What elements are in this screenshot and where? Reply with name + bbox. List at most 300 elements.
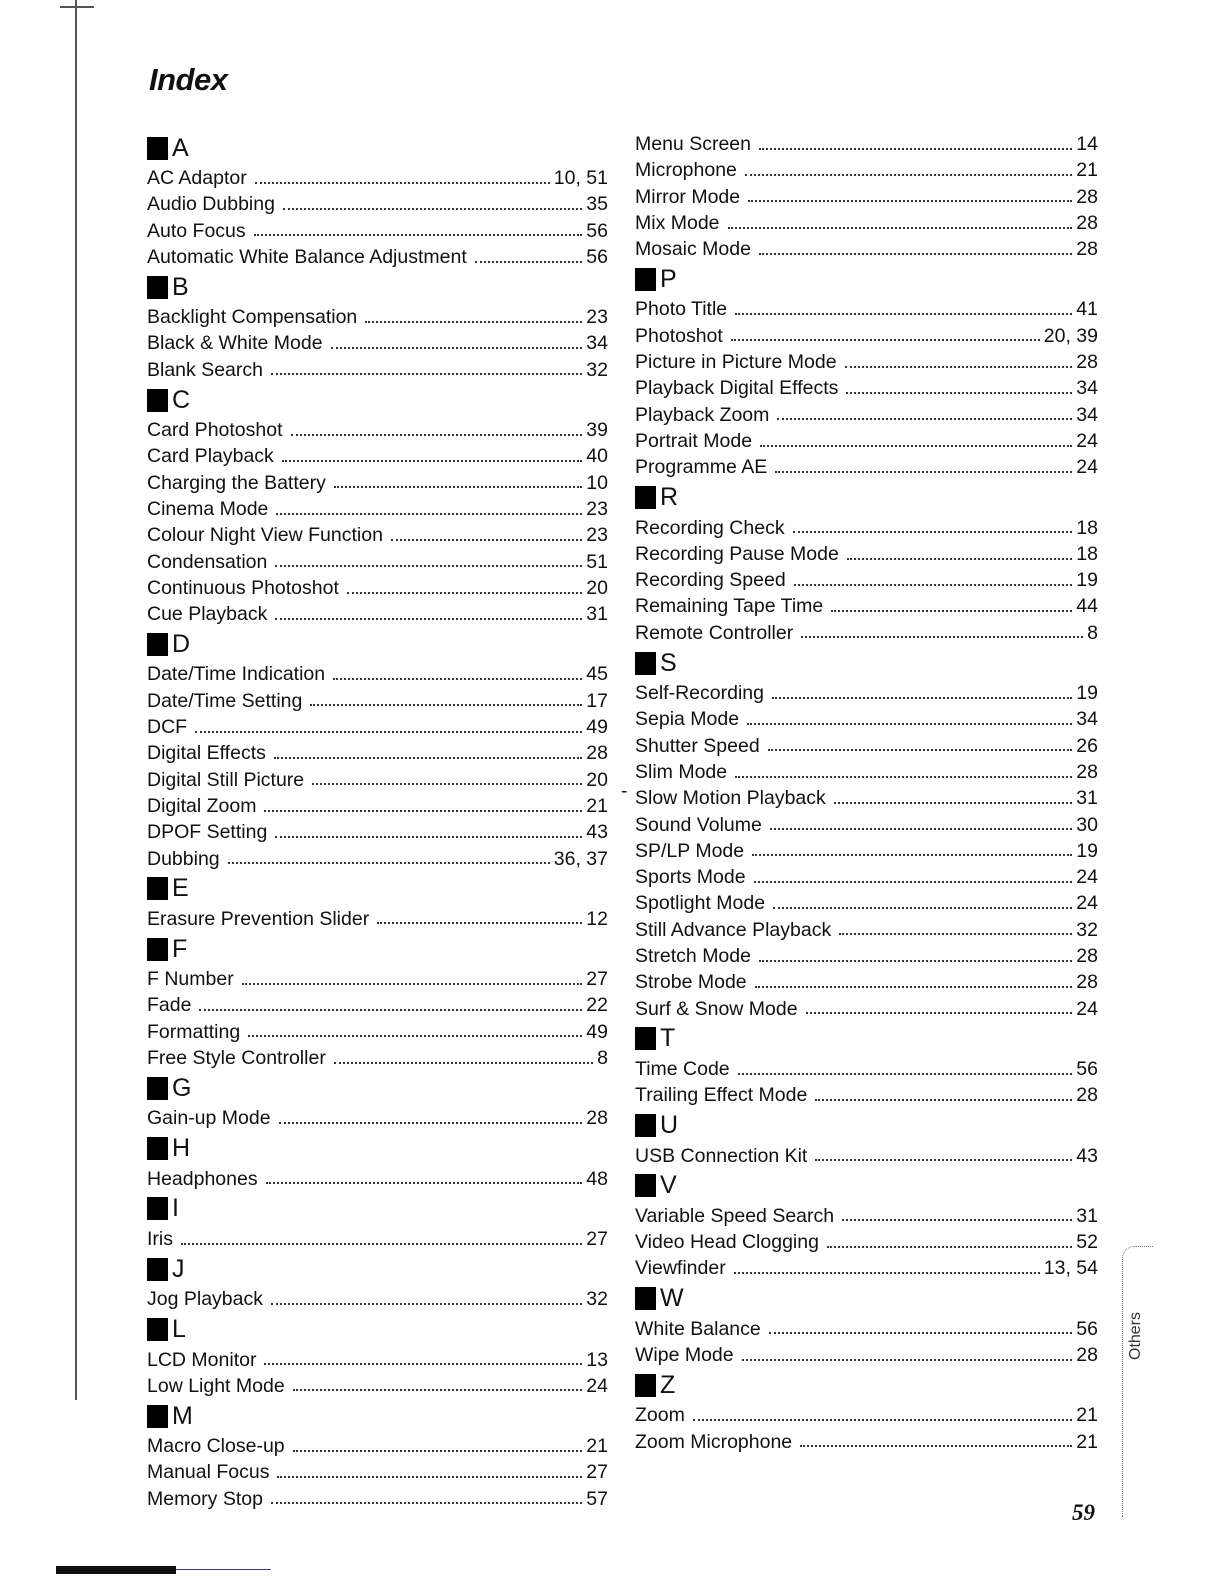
entry-pages: 41 bbox=[1076, 298, 1098, 321]
dot-leader bbox=[274, 756, 582, 759]
entry-pages: 52 bbox=[1076, 1231, 1098, 1254]
entry-term: Low Light Mode bbox=[147, 1374, 285, 1397]
section-marker-icon bbox=[635, 1174, 656, 1197]
entry-pages: 43 bbox=[1076, 1144, 1098, 1167]
entry-term: Digital Effects bbox=[147, 742, 266, 765]
dot-leader bbox=[195, 730, 582, 733]
entry-pages: 28 bbox=[1076, 1343, 1098, 1366]
section-letter: U bbox=[660, 1111, 679, 1139]
index-entry bbox=[635, 1255, 1098, 1281]
index-entry bbox=[635, 1229, 1098, 1255]
dot-leader bbox=[815, 1098, 1072, 1101]
section-marker-icon bbox=[635, 1114, 656, 1137]
section-letter: J bbox=[172, 1254, 185, 1283]
entry-pages: 34 bbox=[1076, 377, 1098, 400]
entry-pages: 28 bbox=[1076, 185, 1098, 208]
dot-leader bbox=[275, 617, 582, 620]
index-entry bbox=[147, 1433, 608, 1459]
index-entry bbox=[147, 906, 608, 932]
entry-term: Slim Mode bbox=[635, 760, 728, 783]
dot-leader bbox=[264, 809, 582, 812]
entry-pages: 20, 39 bbox=[1043, 324, 1098, 347]
index-entry bbox=[147, 767, 608, 793]
dot-leader bbox=[735, 312, 1072, 315]
entry-pages: 28 bbox=[1076, 351, 1098, 374]
entry-term: Time Code bbox=[635, 1057, 730, 1080]
dot-leader bbox=[747, 722, 1072, 725]
page-number: 59 bbox=[1072, 1500, 1095, 1525]
index-entry bbox=[635, 864, 1098, 890]
entry-term: Date/Time Setting bbox=[147, 689, 303, 712]
section-letter: H bbox=[172, 1134, 191, 1163]
dot-leader bbox=[754, 880, 1073, 883]
entry-term: Recording Pause Mode bbox=[635, 542, 839, 565]
index-entry bbox=[635, 1402, 1098, 1428]
dot-leader bbox=[759, 252, 1072, 255]
section-marker-icon bbox=[635, 268, 656, 291]
entry-pages: 8 bbox=[597, 1047, 608, 1070]
entry-term: Recording Speed bbox=[635, 569, 786, 592]
index-entry bbox=[635, 157, 1098, 183]
entry-pages: 49 bbox=[586, 716, 608, 739]
section-heading bbox=[635, 646, 1098, 680]
section-heading bbox=[635, 481, 1098, 515]
section-heading bbox=[635, 1109, 1098, 1143]
entry-term: Strobe Mode bbox=[635, 971, 747, 994]
section-heading bbox=[635, 1022, 1098, 1056]
entry-term: Headphones bbox=[147, 1167, 258, 1190]
entry-term: Slow Motion Playback bbox=[635, 787, 826, 810]
index-entry bbox=[147, 688, 608, 714]
entry-term: Macro Close-up bbox=[147, 1435, 285, 1458]
dot-leader bbox=[228, 861, 550, 864]
index-entry bbox=[635, 323, 1098, 349]
entry-term: Microphone bbox=[635, 159, 737, 182]
section-marker-icon bbox=[635, 1027, 656, 1050]
dot-leader bbox=[773, 906, 1072, 909]
section-heading bbox=[147, 1399, 608, 1433]
section-marker-icon bbox=[147, 137, 168, 160]
index-entry bbox=[635, 759, 1098, 785]
entry-term: Cue Playback bbox=[147, 603, 268, 626]
index-entry bbox=[635, 567, 1098, 593]
index-entry bbox=[635, 1143, 1098, 1169]
index-entry bbox=[147, 1166, 608, 1192]
entry-term: Audio Dubbing bbox=[147, 193, 275, 216]
entry-term: Backlight Compensation bbox=[147, 306, 358, 329]
index-entry bbox=[635, 620, 1098, 646]
index-entry bbox=[635, 996, 1098, 1022]
dot-leader bbox=[365, 320, 582, 323]
dot-leader bbox=[834, 801, 1073, 804]
index-entry bbox=[635, 1342, 1098, 1368]
section-marker-icon bbox=[635, 1374, 656, 1397]
index-entry bbox=[147, 714, 608, 740]
entry-term: Condensation bbox=[147, 550, 268, 573]
section-heading bbox=[635, 1282, 1098, 1316]
entry-term: Photo Title bbox=[635, 298, 728, 321]
dot-leader bbox=[845, 365, 1073, 368]
entry-term: Photoshot bbox=[635, 324, 723, 347]
section-heading bbox=[147, 131, 608, 165]
dot-leader bbox=[735, 775, 1072, 778]
entry-term: Shutter Speed bbox=[635, 734, 760, 757]
dot-leader bbox=[738, 1072, 1073, 1075]
index-entry bbox=[635, 1082, 1098, 1108]
entry-term: Erasure Prevention Slider bbox=[147, 907, 370, 930]
entry-term: Playback Zoom bbox=[635, 403, 770, 426]
section-heading bbox=[147, 872, 608, 906]
index-entry bbox=[147, 740, 608, 766]
dot-leader bbox=[801, 635, 1083, 638]
index-entry bbox=[635, 402, 1098, 428]
entry-term: Auto Focus bbox=[147, 219, 246, 242]
entry-pages: 51 bbox=[586, 550, 608, 573]
section-heading bbox=[635, 1169, 1098, 1203]
dot-leader bbox=[248, 1034, 582, 1037]
section-marker-icon bbox=[147, 1197, 168, 1220]
index-entry bbox=[147, 1347, 608, 1373]
index-entry bbox=[147, 218, 608, 244]
index-entry bbox=[147, 966, 608, 992]
index-entry bbox=[147, 1286, 608, 1312]
entry-term: Gain-up Mode bbox=[147, 1107, 271, 1130]
index-column-left bbox=[147, 131, 608, 1512]
dot-leader bbox=[793, 530, 1073, 533]
entry-pages: 28 bbox=[1076, 211, 1098, 234]
section-letter: S bbox=[660, 648, 677, 677]
entry-pages: 56 bbox=[586, 219, 608, 242]
dot-leader bbox=[794, 583, 1073, 586]
dot-leader bbox=[800, 1444, 1072, 1447]
page-title: Index bbox=[149, 62, 228, 97]
entry-pages: 28 bbox=[1076, 971, 1098, 994]
entry-pages: 28 bbox=[1076, 238, 1098, 261]
dot-leader bbox=[475, 260, 583, 263]
entry-pages: 10 bbox=[586, 471, 608, 494]
dot-leader bbox=[755, 985, 1073, 988]
dot-leader bbox=[277, 1475, 582, 1478]
entry-pages: 28 bbox=[1076, 945, 1098, 968]
dot-leader bbox=[827, 1245, 1072, 1248]
entry-term: Recording Check bbox=[635, 516, 785, 539]
entry-pages: 14 bbox=[1076, 133, 1098, 155]
section-letter: M bbox=[172, 1401, 193, 1430]
dot-leader bbox=[760, 444, 1072, 447]
section-marker-icon bbox=[147, 938, 168, 961]
index-entry bbox=[635, 733, 1098, 759]
entry-pages: 57 bbox=[586, 1487, 608, 1510]
section-heading bbox=[147, 627, 608, 661]
entry-pages: 31 bbox=[586, 603, 608, 626]
entry-pages: 24 bbox=[1076, 997, 1098, 1020]
entry-pages: 24 bbox=[1076, 866, 1098, 889]
section-marker-icon bbox=[147, 1137, 168, 1160]
section-marker-icon bbox=[147, 276, 168, 299]
entry-term: Mix Mode bbox=[635, 211, 720, 234]
entry-term: F Number bbox=[147, 968, 234, 991]
index-entry bbox=[147, 330, 608, 356]
dot-leader bbox=[275, 564, 582, 567]
entry-term: Playback Digital Effects bbox=[635, 377, 839, 400]
entry-term: Video Head Clogging bbox=[635, 1231, 819, 1254]
index-entry bbox=[635, 969, 1098, 995]
scan-margin-line bbox=[75, 0, 77, 1400]
dot-leader bbox=[293, 1449, 583, 1452]
index-entry bbox=[635, 541, 1098, 567]
entry-pages: 56 bbox=[586, 245, 608, 268]
entry-pages: 18 bbox=[1076, 516, 1098, 539]
dot-leader bbox=[293, 1388, 583, 1391]
entry-pages: 21 bbox=[1076, 1430, 1098, 1453]
index-entry bbox=[635, 706, 1098, 732]
dot-leader bbox=[772, 696, 1072, 699]
index-entry bbox=[635, 917, 1098, 943]
index-entry bbox=[147, 992, 608, 1018]
index-entry bbox=[147, 661, 608, 687]
entry-term: DCF bbox=[147, 716, 188, 739]
dot-leader bbox=[759, 959, 1072, 962]
index-entry bbox=[635, 785, 1098, 811]
entry-term: Iris bbox=[147, 1227, 173, 1250]
dot-leader bbox=[199, 1008, 582, 1011]
entry-pages: 24 bbox=[1076, 892, 1098, 915]
entry-pages: 24 bbox=[1076, 456, 1098, 479]
entry-term: Fade bbox=[147, 994, 192, 1017]
dot-leader bbox=[334, 485, 582, 488]
section-letter: I bbox=[172, 1194, 179, 1223]
entry-term: Remaining Tape Time bbox=[635, 595, 824, 618]
entry-pages: 34 bbox=[1076, 403, 1098, 426]
entry-term: Wipe Mode bbox=[635, 1343, 734, 1366]
entry-pages: 23 bbox=[586, 524, 608, 547]
entry-term: Surf & Snow Mode bbox=[635, 997, 798, 1020]
index-entry bbox=[635, 454, 1098, 480]
entry-term: Black & White Mode bbox=[147, 332, 323, 355]
section-letter: A bbox=[172, 133, 189, 162]
section-heading bbox=[147, 1313, 608, 1347]
section-letter: E bbox=[172, 874, 189, 903]
dot-leader bbox=[331, 346, 583, 349]
dot-leader bbox=[242, 982, 583, 985]
entry-term: Continuous Photoshot bbox=[147, 576, 339, 599]
index-entry bbox=[635, 680, 1098, 706]
entry-term: Trailing Effect Mode bbox=[635, 1084, 808, 1107]
entry-pages: 20 bbox=[586, 768, 608, 791]
entry-term: Remote Controller bbox=[635, 621, 794, 644]
section-marker-icon bbox=[147, 389, 168, 412]
index-entry bbox=[147, 1459, 608, 1485]
entry-term: Spotlight Mode bbox=[635, 892, 766, 915]
index-entry bbox=[147, 443, 608, 469]
entry-term: Zoom Microphone bbox=[635, 1430, 793, 1453]
entry-term: LCD Monitor bbox=[147, 1348, 257, 1371]
entry-pages: 21 bbox=[586, 1435, 608, 1458]
index-entry bbox=[635, 1203, 1098, 1229]
entry-pages: 35 bbox=[586, 193, 608, 216]
section-marker-icon bbox=[147, 1405, 168, 1428]
index-entry bbox=[147, 357, 608, 383]
entry-pages: 48 bbox=[586, 1167, 608, 1190]
dot-leader bbox=[271, 372, 582, 375]
entry-term: Memory Stop bbox=[147, 1487, 263, 1510]
entry-term: Sepia Mode bbox=[635, 708, 740, 731]
section-heading bbox=[147, 1132, 608, 1166]
index-column-right bbox=[635, 131, 1098, 1455]
index-entry bbox=[635, 184, 1098, 210]
scan-corner-tick bbox=[60, 6, 94, 8]
section-marker-icon bbox=[635, 652, 656, 675]
index-entry bbox=[147, 191, 608, 217]
section-marker-icon bbox=[147, 633, 168, 656]
entry-pages: 21 bbox=[586, 794, 608, 817]
scan-mark: - bbox=[621, 781, 628, 802]
entry-pages: 18 bbox=[1076, 542, 1098, 565]
entry-pages: 12 bbox=[586, 907, 608, 930]
index-entry bbox=[635, 428, 1098, 454]
index-entry bbox=[147, 1373, 608, 1399]
entry-pages: 32 bbox=[1076, 918, 1098, 941]
index-entry bbox=[635, 812, 1098, 838]
index-entry bbox=[147, 1105, 608, 1131]
entry-term: Dubbing bbox=[147, 847, 220, 870]
index-entry bbox=[147, 304, 608, 330]
index-entry bbox=[635, 838, 1098, 864]
entry-pages: 31 bbox=[1076, 1204, 1098, 1227]
dot-leader bbox=[254, 233, 583, 236]
entry-pages: 19 bbox=[1076, 682, 1098, 705]
entry-pages: 30 bbox=[1076, 813, 1098, 836]
entry-pages: 40 bbox=[586, 445, 608, 468]
index-entry bbox=[635, 375, 1098, 401]
entry-term: Zoom bbox=[635, 1404, 685, 1427]
section-marker-icon bbox=[635, 486, 656, 509]
entry-term: USB Connection Kit bbox=[635, 1144, 808, 1167]
entry-term: Sound Volume bbox=[635, 813, 762, 836]
entry-term: DPOF Setting bbox=[147, 821, 268, 844]
index-entry bbox=[147, 1486, 608, 1512]
entry-pages: 19 bbox=[1076, 569, 1098, 592]
dot-leader bbox=[759, 147, 1072, 150]
entry-pages: 17 bbox=[586, 689, 608, 712]
entry-pages: 34 bbox=[586, 332, 608, 355]
dot-leader bbox=[748, 199, 1072, 202]
dot-leader bbox=[777, 417, 1072, 420]
index-entry bbox=[147, 417, 608, 443]
entry-term: Date/Time Indication bbox=[147, 663, 326, 686]
entry-pages: 45 bbox=[586, 663, 608, 686]
index-entry bbox=[147, 470, 608, 496]
entry-term: Manual Focus bbox=[147, 1461, 270, 1484]
dot-leader bbox=[839, 932, 1072, 935]
entry-pages: 28 bbox=[1076, 1084, 1098, 1107]
section-letter: W bbox=[660, 1284, 684, 1313]
dot-leader bbox=[769, 1331, 1073, 1334]
section-letter: F bbox=[172, 934, 188, 963]
entry-pages: 34 bbox=[1076, 708, 1098, 731]
index-entry bbox=[635, 236, 1098, 262]
entry-pages: 13 bbox=[586, 1348, 608, 1371]
dot-leader bbox=[752, 853, 1072, 856]
index-entry bbox=[147, 522, 608, 548]
section-heading bbox=[635, 262, 1098, 296]
entry-pages: 22 bbox=[586, 994, 608, 1017]
dot-leader bbox=[334, 1061, 593, 1064]
index-entry bbox=[147, 165, 608, 191]
section-letter: V bbox=[660, 1171, 677, 1200]
entry-term: Programme AE bbox=[635, 456, 768, 479]
entry-term: Self-Recording bbox=[635, 682, 764, 705]
entry-pages: 10, 51 bbox=[553, 167, 608, 189]
section-marker-icon bbox=[147, 1258, 168, 1281]
dot-leader bbox=[728, 226, 1073, 229]
entry-term: SP/LP Mode bbox=[635, 839, 745, 862]
entry-pages: 23 bbox=[586, 306, 608, 329]
index-entry bbox=[635, 349, 1098, 375]
dot-leader bbox=[377, 921, 582, 924]
dot-leader bbox=[842, 1218, 1072, 1221]
entry-term: Mosaic Mode bbox=[635, 238, 751, 261]
entry-pages: 24 bbox=[1076, 429, 1098, 452]
dot-leader bbox=[731, 338, 1040, 341]
entry-term: Stretch Mode bbox=[635, 945, 751, 968]
entry-pages: 49 bbox=[586, 1020, 608, 1043]
entry-term: Picture in Picture Mode bbox=[635, 351, 837, 374]
entry-pages: 28 bbox=[586, 1107, 608, 1130]
entry-pages: 21 bbox=[1076, 159, 1098, 182]
index-entry bbox=[147, 1226, 608, 1252]
dot-leader bbox=[282, 459, 582, 462]
index-entry bbox=[635, 1056, 1098, 1082]
entry-pages: 44 bbox=[1076, 595, 1098, 618]
index-entry bbox=[635, 131, 1098, 157]
entry-term: Sports Mode bbox=[635, 866, 746, 889]
entry-term: Viewfinder bbox=[635, 1257, 726, 1280]
entry-pages: 8 bbox=[1087, 621, 1098, 644]
section-heading bbox=[147, 1252, 608, 1286]
dot-leader bbox=[806, 1011, 1073, 1014]
entry-pages: 28 bbox=[1076, 760, 1098, 783]
entry-pages: 27 bbox=[586, 968, 608, 991]
entry-term: Cinema Mode bbox=[147, 497, 269, 520]
entry-term: Variable Speed Search bbox=[635, 1204, 835, 1227]
entry-term: Charging the Battery bbox=[147, 471, 326, 494]
index-entry bbox=[147, 601, 608, 627]
dot-leader bbox=[391, 538, 582, 541]
entry-term: Menu Screen bbox=[635, 133, 751, 155]
entry-pages: 39 bbox=[586, 419, 608, 442]
dot-leader bbox=[271, 1501, 582, 1504]
section-letter: R bbox=[660, 483, 679, 512]
dot-leader bbox=[846, 391, 1072, 394]
index-entry bbox=[147, 846, 608, 872]
entry-term: AC Adaptor bbox=[147, 167, 247, 189]
entry-pages: 56 bbox=[1076, 1057, 1098, 1080]
entry-pages: 27 bbox=[586, 1227, 608, 1250]
index-entry bbox=[635, 1429, 1098, 1455]
dot-leader bbox=[775, 470, 1072, 473]
section-marker-icon bbox=[147, 877, 168, 900]
dot-leader bbox=[283, 207, 582, 210]
entry-term: Colour Night View Function bbox=[147, 524, 383, 547]
entry-term: Formatting bbox=[147, 1020, 241, 1043]
dot-leader bbox=[276, 512, 582, 515]
entry-term: Still Advance Playback bbox=[635, 918, 832, 941]
dot-leader bbox=[693, 1418, 1072, 1421]
entry-term: Digital Still Picture bbox=[147, 768, 305, 791]
dot-leader bbox=[275, 835, 582, 838]
dot-leader bbox=[266, 1181, 583, 1184]
